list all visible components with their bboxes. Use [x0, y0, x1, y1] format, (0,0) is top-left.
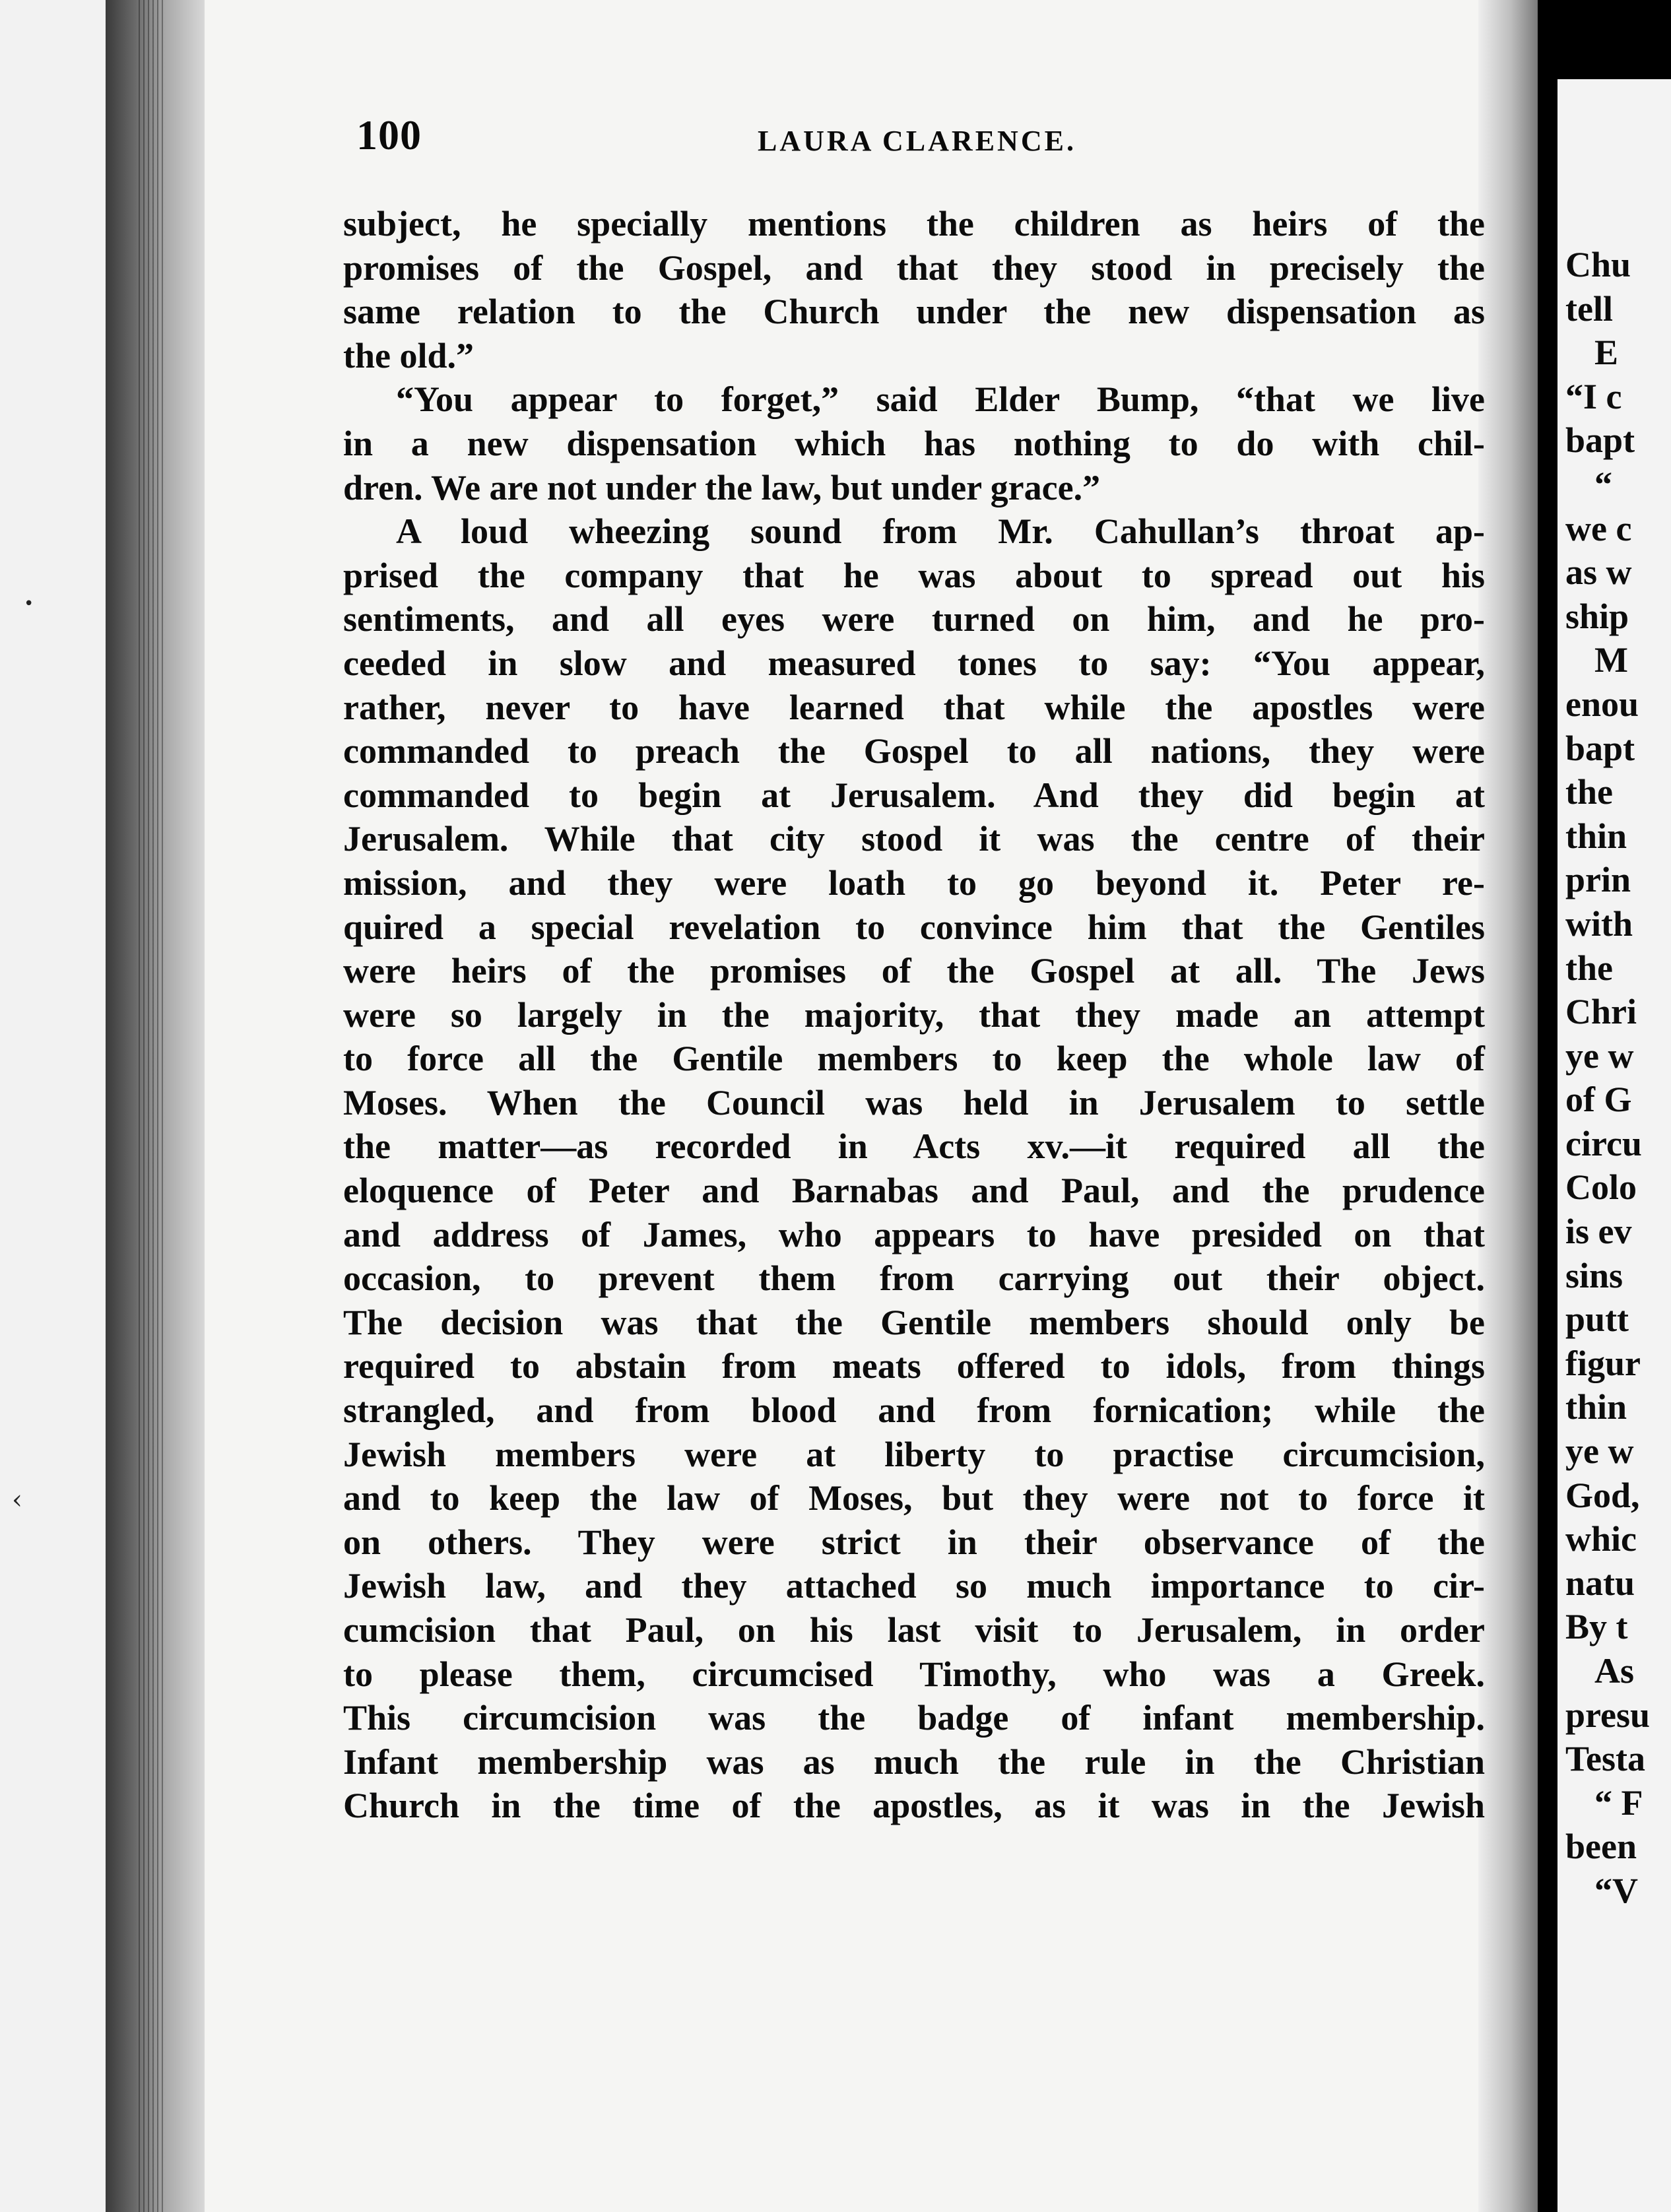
margin-mark: ‹ [12, 1485, 22, 1515]
text-line: Infant membership was as much the rule in the Christian [343, 1741, 1485, 1782]
right-page-line: thin [1565, 816, 1627, 856]
right-page-line: ship [1565, 596, 1629, 636]
right-page-line: the [1565, 948, 1613, 988]
right-page-line: bapt [1565, 420, 1635, 461]
right-page-line: we c [1565, 508, 1632, 548]
text-line: required to abstain from meats offered to idols, from things [343, 1346, 1485, 1386]
text-line: Jewish law, and they attached so much importance to cir- [343, 1566, 1485, 1606]
text-line: to please them, circumcised Timothy, who was a Greek. [343, 1654, 1485, 1694]
right-page-line: E [1594, 333, 1619, 373]
text-line: A loud wheezing sound from Mr. Cahullan’s throat ap- [396, 511, 1485, 552]
right-page-line: sins [1565, 1255, 1623, 1295]
text-line: to force all the Gentile members to keep the whole law of [343, 1039, 1485, 1079]
text-line: and address of James, who appears to have presided on that [343, 1214, 1485, 1254]
text-line: eloquence of Peter and Barnabas and Paul, and the prudence [343, 1171, 1485, 1211]
text-line: mission, and they were loath to go beyond it. Peter re- [343, 862, 1485, 903]
right-page-line: presu [1565, 1695, 1651, 1735]
text-line: sentiments, and all eyes were turned on him, and he pro- [343, 599, 1485, 639]
text-line: same relation to the Church under the new dispensation as [343, 292, 1485, 332]
right-page-line: whic [1565, 1519, 1637, 1559]
text-line: commanded to begin at Jerusalem. And they did begin at [343, 775, 1485, 815]
margin-speck: • [24, 594, 34, 614]
right-page-line: been [1565, 1827, 1637, 1867]
text-line: Jerusalem. While that city stood it was the centre of their [343, 819, 1485, 859]
right-page-line: as w [1565, 552, 1632, 593]
text-line: rather, never to have learned that while the apostles were [343, 687, 1485, 727]
text-line: This circumcision was the badge of infant membership. [343, 1698, 1485, 1738]
text-line: and to keep the law of Moses, but they were not to force it [343, 1478, 1485, 1518]
right-page-line: the [1565, 772, 1613, 812]
right-page-line: M [1594, 640, 1628, 680]
right-page-line: “ [1594, 464, 1612, 504]
right-page-line: is ev [1565, 1212, 1632, 1252]
right-page-line: putt [1565, 1299, 1629, 1340]
right-page-line: God, [1565, 1475, 1640, 1515]
right-page-line: ye w [1565, 1035, 1634, 1076]
right-page-line: thin [1565, 1387, 1627, 1427]
text-line: were so largely in the majority, that they made an attempt [343, 994, 1485, 1035]
text-line: “You appear to forget,” said Elder Bump, “that we live [396, 379, 1485, 420]
scan-left-margin [0, 0, 106, 2212]
page-divider [1538, 0, 1557, 2212]
text-line: Jewish members were at liberty to practise circumcision, [343, 1434, 1485, 1474]
text-line: dren. We are not under the law, but under grace.” [343, 467, 1101, 507]
right-page-line: By t [1565, 1607, 1628, 1647]
right-page-line: tell [1565, 288, 1613, 329]
text-line: subject, he specially mentions the children as heirs of the [343, 204, 1485, 244]
right-page-line: “ F [1594, 1782, 1643, 1823]
page-number: 100 [356, 112, 422, 158]
page-edges-stack [139, 0, 165, 2212]
right-page-line: enou [1565, 684, 1639, 724]
text-line: occasion, to prevent them from carrying out their object. [343, 1258, 1485, 1299]
page-body-text [343, 202, 1485, 1828]
text-line: cumcision that Paul, on his last visit to Jerusalem, in order [343, 1610, 1485, 1650]
text-line: the old.” [343, 335, 475, 375]
right-page-line: circu [1565, 1123, 1642, 1163]
right-page-text-fragment [1565, 243, 1671, 1913]
page-header [356, 111, 1478, 170]
right-page-line: “I c [1565, 376, 1622, 416]
text-line: Moses. When the Council was held in Jerusalem to settle [343, 1082, 1485, 1122]
right-page-line: As [1594, 1651, 1635, 1691]
right-page-line: of G [1565, 1080, 1632, 1120]
right-page-line: Chri [1565, 992, 1637, 1032]
text-line: were heirs of the promises of the Gospel at all. The Jews [343, 951, 1485, 991]
right-page-line: figur [1565, 1343, 1641, 1383]
right-page-line: “V [1594, 1870, 1638, 1910]
right-page-line: bapt [1565, 728, 1635, 768]
text-line: the matter—as recorded in Acts xv.—it required all the [343, 1126, 1485, 1167]
text-line: strangled, and from blood and from fornication; while the [343, 1390, 1485, 1431]
text-line: prised the company that he was about to spread out his [343, 555, 1485, 595]
right-page-line: ye w [1565, 1431, 1634, 1472]
text-line: promises of the Gospel, and that they stood in precisely the [343, 247, 1485, 288]
running-title: LAURA CLARENCE. [758, 125, 1076, 157]
text-line: ceeded in slow and measured tones to say: “You appear, [343, 643, 1485, 683]
text-line: quired a special revelation to convince him that the Gentiles [343, 907, 1485, 947]
right-page-line: prin [1565, 860, 1631, 900]
text-line: on others. They were strict in their observance of the [343, 1522, 1485, 1562]
right-page-line: natu [1565, 1563, 1635, 1603]
text-line: Church in the time of the apostles, as it was in the Jewish [343, 1786, 1485, 1826]
right-page-line: with [1565, 903, 1633, 944]
text-line: commanded to preach the Gospel to all nations, they were [343, 731, 1485, 771]
text-line: in a new dispensation which has nothing to do with chil- [343, 423, 1485, 463]
right-page-line: Testa [1565, 1739, 1646, 1779]
right-page-line: Chu [1565, 245, 1631, 284]
left-page-fore-edge [1478, 0, 1538, 2212]
text-line: The decision was that the Gentile members should only be [343, 1302, 1485, 1342]
right-page-line: Colo [1565, 1167, 1637, 1208]
